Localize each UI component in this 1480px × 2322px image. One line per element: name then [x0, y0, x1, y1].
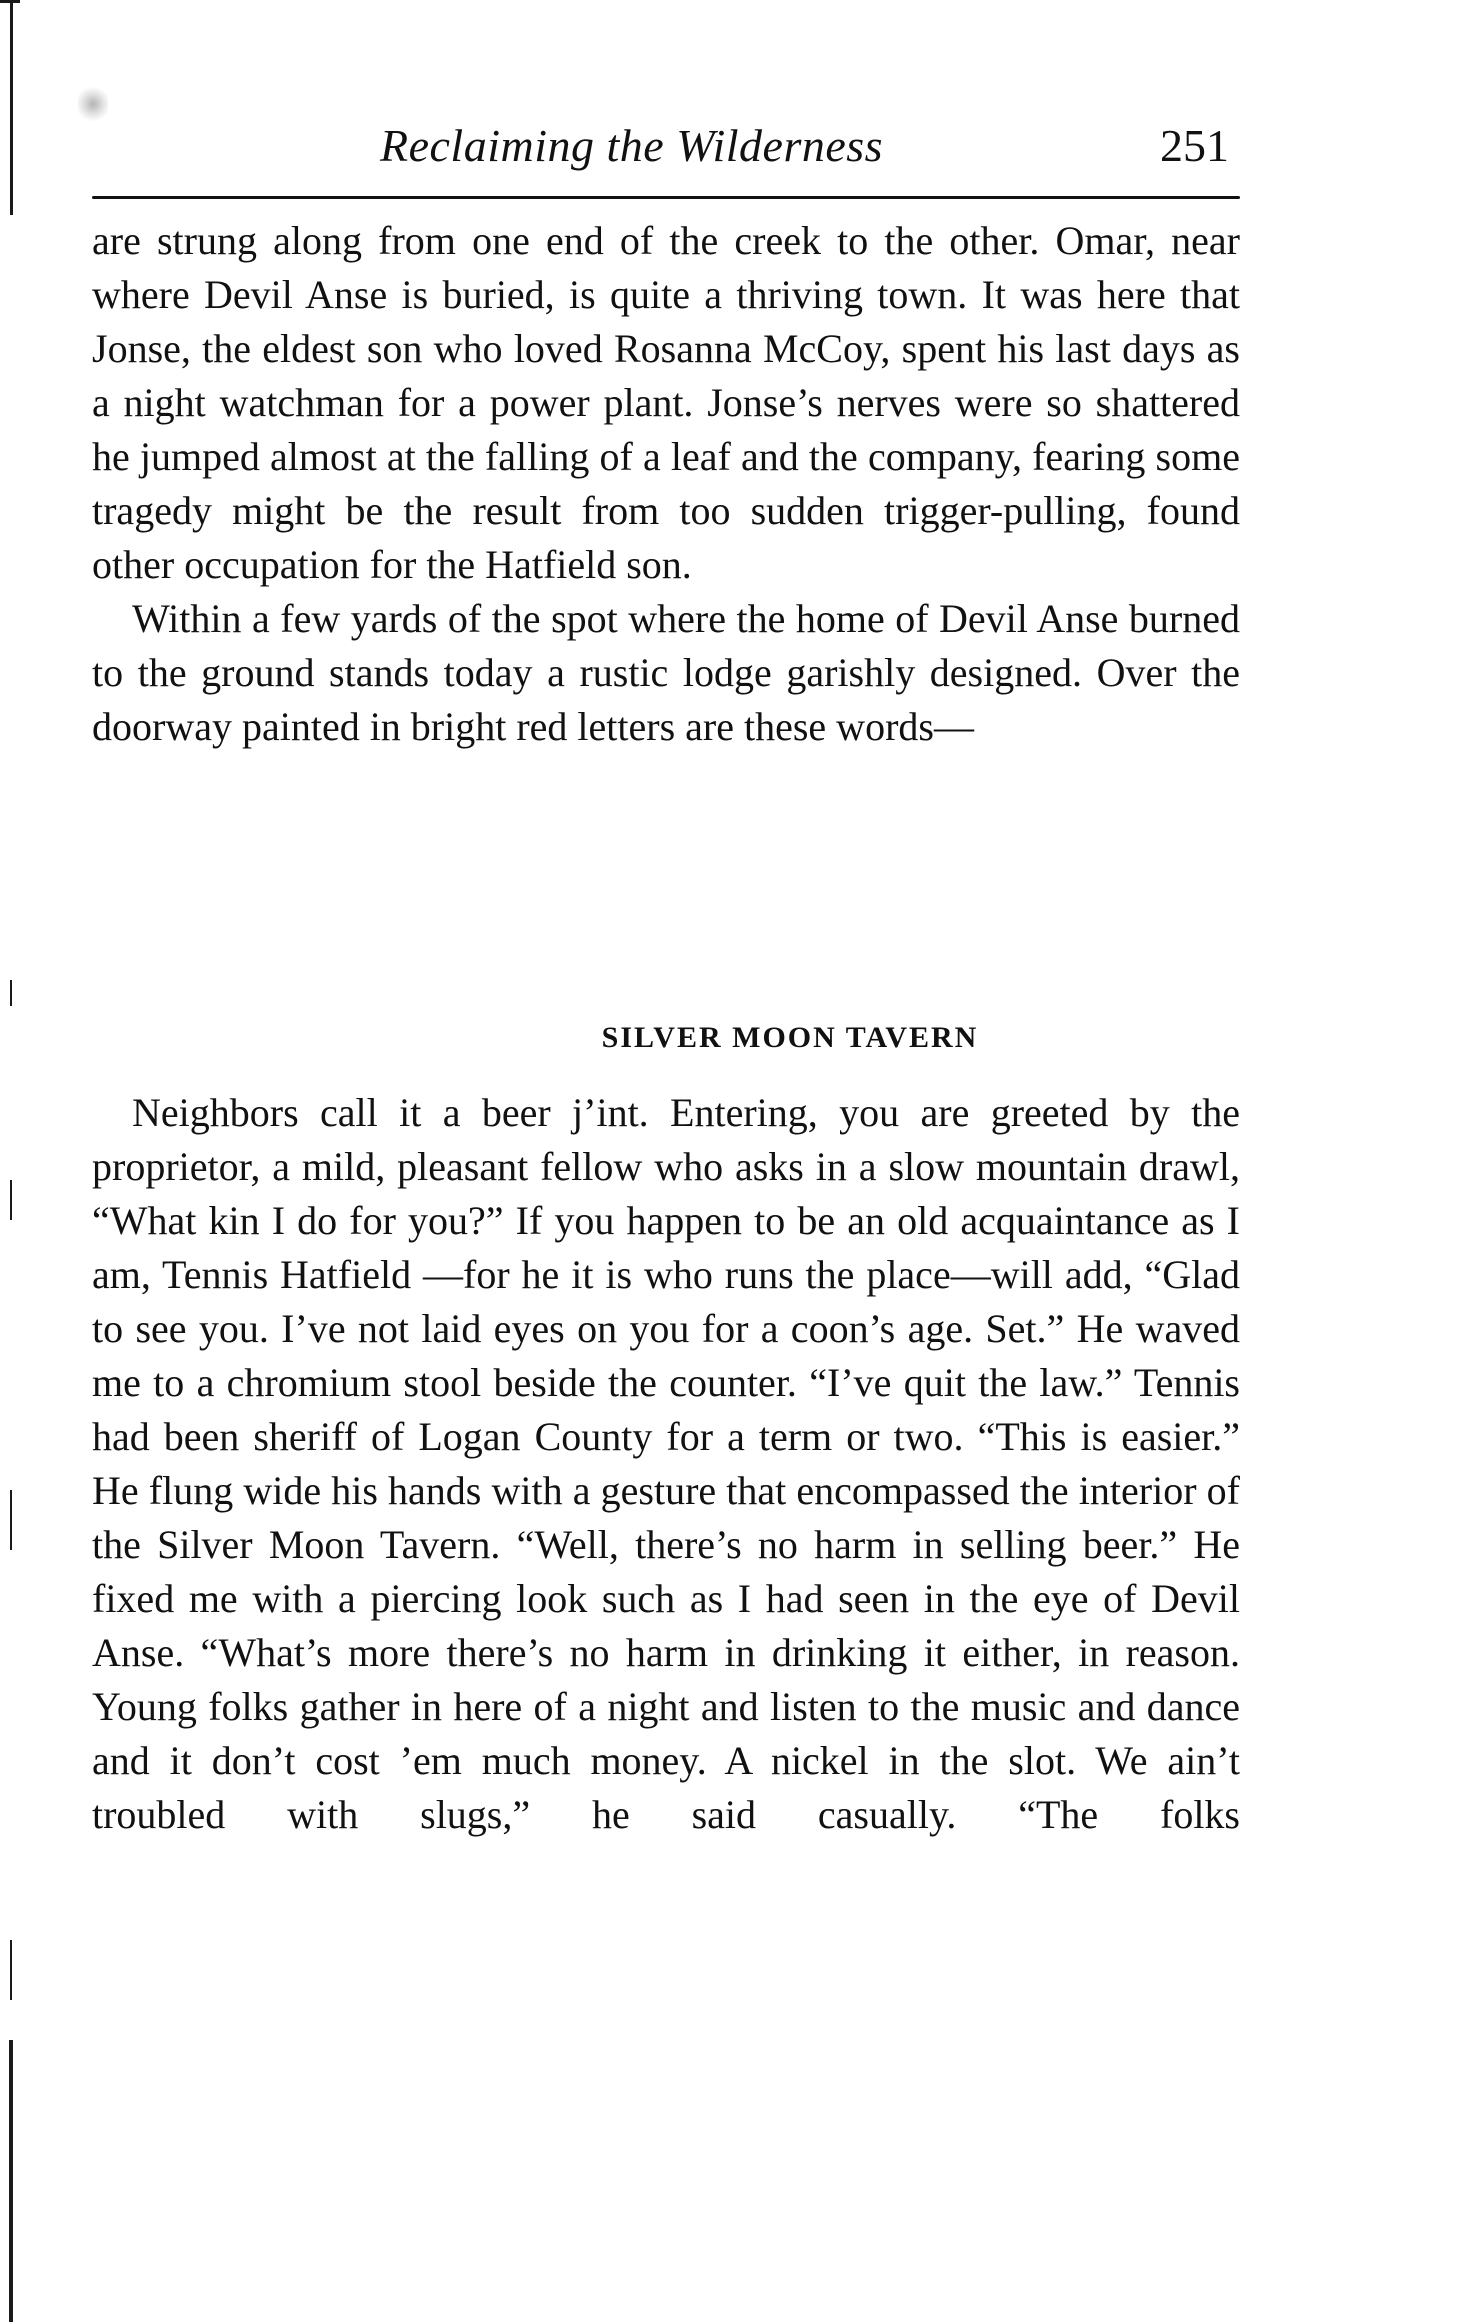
paragraph: Neighbors call it a beer j’int. Entering, you are greeted by the proprietor, a mild, pleasant fellow who asks in a slow mountain drawl, “What kin I do for you?” If you happen to be an old acquaintance as I am, Tennis Hatfield —for he it is who runs the place—will add, “Glad to see you. I’ve not laid eyes on you for a coon’s age. Set.” He waved me to a chromium stool beside the counter. “I’ve quit the law.” Tennis had been sheriff of Logan County for a term or two. “This is easier.” He flung wide his hands with a gesture that encompassed the interior of the Silver Moon Tavern. “Well, there’s no harm in selling beer.” He fixed me with a piercing look such as I had seen in the eye of Devil Anse. “What’s more there’s no harm in drinking it either, in reason. Young folks gather in here of a night and listen to the music and dance and it don’t cost ’em much money. A nickel in the slot. We ain’t troubled with slugs,” he said casually. “The folks	[92, 1090, 1240, 1837]
text-column-top	[92, 214, 1240, 754]
paragraph: are strung along from one end of the creek to the other. Omar, near where Devil Anse is buried, is quite a thriving town. It was here that Jonse, the eldest son who loved Rosanna McCoy, spent his last days as a night watchman for a power plant. Jonse’s nerves were so shattered he jumped almost at the falling of a leaf and the company, fearing some tragedy might be the result from too sudden trigger-pulling, found other occupation for the Hatfield son.	[92, 218, 1240, 587]
text-column-bottom	[92, 1086, 1240, 1842]
scan-edge-top	[10, 0, 13, 215]
header-rule	[92, 196, 1240, 199]
running-title: Reclaiming the Wilderness	[380, 120, 884, 171]
sign-heading: SILVER MOON TAVERN	[601, 1021, 979, 1054]
scan-edge-mark	[10, 1940, 12, 2000]
scan-edge-mark	[10, 1180, 12, 1220]
scan-edge-bottom	[9, 2040, 13, 2322]
running-head	[0, 116, 1480, 176]
page-number: 251	[1160, 120, 1229, 171]
scan-edge-mark	[10, 1490, 12, 1550]
paragraph: Within a few yards of the spot where the home of Devil Anse burned to the ground stands today a rustic lodge garishly designed. Over the doorway painted in bright red letters are these words—	[92, 596, 1240, 749]
scan-edge-mark	[10, 980, 12, 1006]
